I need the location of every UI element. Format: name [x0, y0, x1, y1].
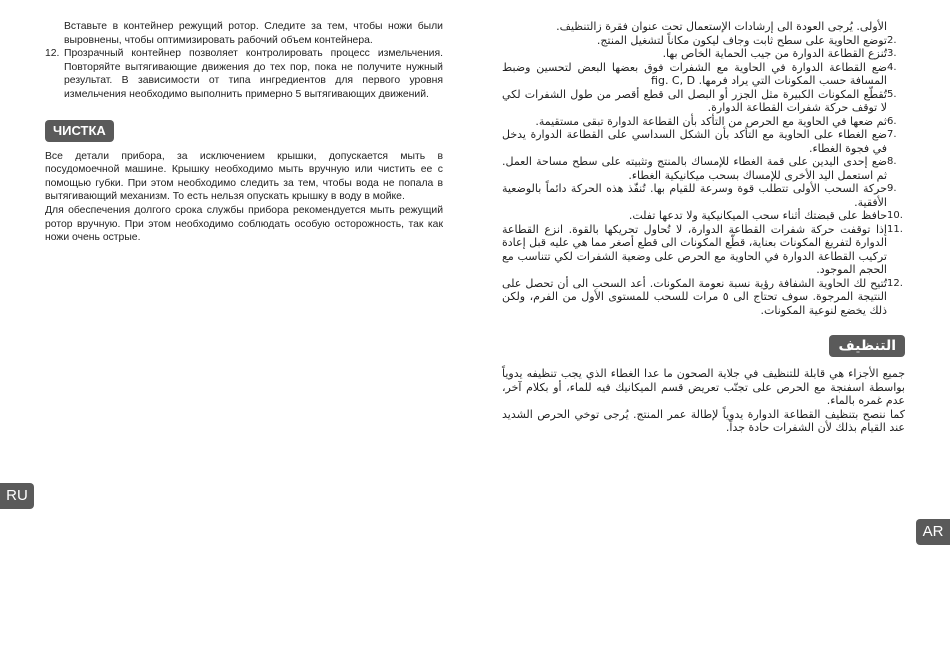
language-tab-ar: AR	[916, 519, 950, 545]
ru-cleaning-paragraph-2: Для обеспечения долгого срока службы прибора рекомендуется мыть режущий ротор вручную. При этом необходимо соблюдать особую осторожность, так как ножи очень острые.	[45, 204, 443, 244]
ar-intro-text: الأولى. يُرجى العودة الى إرشادات الإستعمال تحت عنوان فقرة زالتنظيف.	[556, 20, 887, 33]
ar-step-text: إذا توقفت حركة شفرات القطاعة الدوارة، لا تُحاول تحريكها بالقوة. انزع القطاعة الدوارة لتفريغ المكونات بعناية، قطّع المكونات الى قطع أصغر مما هي عليه قبل إعادة تركيب القطاعة الدوارة في الحاوية مع الحرص على وضعية الشفرات لكي تتناسب مع الحجم الموجود.	[502, 222, 887, 276]
ar-step-number: 10.	[887, 210, 903, 221]
ar-step	[502, 182, 905, 209]
ar-step	[502, 223, 905, 277]
language-tab-ru: RU	[0, 483, 34, 509]
ru-step-12-number: 12.	[45, 48, 60, 60]
ar-step	[502, 61, 905, 88]
ru-cleaning-paragraph-1: Все детали прибора, за исключением крышки, допускается мыть в посудомоечной машине. Крышку необходимо мыть вручную или чистить ее с помощью губки. При этом необходимо следить за тем, чтобы вода не попала в вытягивающий механизм. То есть нельзя опускать крышку в воду в мойке.	[45, 150, 443, 203]
russian-column	[45, 20, 443, 245]
ar-cleaning-paragraph-1: جميع الأجزاء هي قابلة للتنظيف في جلاية الصحون ما عدا الغطاء الذي يجب تنظيفه يدوياً بواسطة اسفنجة مع الحرص على تجنّب تعريض قسم الميكانيك فيه للماء، أو بكلام آخر، عدم غمره بالماء.	[502, 367, 905, 407]
ar-step	[502, 155, 905, 182]
ar-step-text: حافظ على قبضتك أثناء سحب الميكانيكية ولا تدعها تفلت.	[628, 209, 887, 222]
ar-step-number: 5.	[887, 88, 897, 100]
ar-step	[502, 34, 905, 48]
ar-step-number: 6.	[887, 115, 897, 127]
ru-continuation-text: Вставьте в контейнер режущий ротор. Следите за тем, чтобы ножи были выровнены, чтобы оптимизировать рабочий объем контейнера.	[64, 21, 443, 46]
ar-step-number: 2.	[887, 34, 897, 46]
ar-step	[502, 115, 905, 129]
ar-step-number: 3.	[887, 48, 897, 59]
ar-step-number: 4.	[887, 61, 897, 73]
ar-step	[502, 209, 905, 223]
ar-step-number: 11.	[887, 223, 903, 235]
ar-step-text: ضع إحدى اليدين على قمة الغطاء للإمساك بالمنتج وتثبيته على سطح مساحة العمل. ثم استعمل اليد الأخرى للإمساك بسحب ميكانيكية الغطاء.	[502, 155, 887, 182]
ar-step-number: 8.	[887, 156, 897, 167]
ar-step-number: 9.	[887, 183, 897, 194]
ru-section-title: ЧИСТКА	[45, 120, 114, 142]
ar-step-text: تُنزع القطاعة الدوارة من جيب الحماية الخاص بها.	[662, 47, 887, 60]
ar-step	[502, 277, 905, 318]
ru-step-12	[45, 47, 443, 101]
ar-step-text: حركة السحب الأولى تتطلب قوة وسرعة للقيام بها. تُنفّذ هذه الحركة دائماً بالوضعية الأفقية.	[502, 182, 887, 209]
arabic-column	[502, 20, 905, 435]
ar-step-text: ضع القطاعة الدوارة في الحاوية مع الشفرات فوق بعضها البعض لتحسين وضبط المسافة حسب المكونات التي يراد فرمها. fig. C, D	[502, 60, 887, 87]
ar-step	[502, 88, 905, 115]
ar-section-header	[502, 335, 905, 357]
ar-step	[502, 128, 905, 155]
ar-step-text: تُقطّع المكونات الكبيرة مثل الجزر أو البصل الى قطع أقصر من طول الشفرات لكي لا توقف حركة شفرات القطاعة الدوارة.	[502, 87, 887, 114]
ar-step-number: 12.	[887, 277, 903, 289]
ar-step-text: توضع الحاوية على سطح ثابت وجاف ليكون مكاناً لتشغيل المنتج.	[596, 33, 887, 47]
ru-step-12-text: Прозрачный контейнер позволяет контролировать процесс измельчения. Повторяйте вытягивающие движения до тех пор, пока не получите нужный результат. В зависимости от типа ингредиентов для первого уровня измельчения необходимо выполнить примерно 5 вытягивающих движений.	[64, 48, 443, 100]
ar-cleaning-paragraph-2: كما ننصح بتنظيف القطاعة الدوارة يدوياً لإطالة عمر المنتج. يُرجى توخي الحرص الشديد عند القيام بذلك لأن الشفرات حادة جداً.	[502, 407, 905, 434]
ar-step-text: تُتيح لك الحاوية الشفافة رؤية نسبة نعومة المكونات. أعد السحب الى أن تحصل على النتيجة المرجوة. سوف تحتاج الى ٥ مرات للسحب للمستوى الأول من الفرم، ولكن ذلك يخضع لنوعية المكونات.	[502, 276, 887, 317]
ar-step-text: ضع الغطاء على الحاوية مع التأكد بأن الشكل السداسي على القطاعة الدوارة يدخل في فجوة الغطاء.	[502, 128, 887, 155]
ar-step-text: ثم ضعها في الحاوية مع الحرص من التأكد بأن القطاعة الدوارة تبقى مستقيمة.	[535, 114, 887, 128]
ar-section-title: التنظيف	[829, 335, 905, 357]
ar-step-number: 7.	[887, 129, 897, 140]
ar-step	[502, 47, 905, 61]
